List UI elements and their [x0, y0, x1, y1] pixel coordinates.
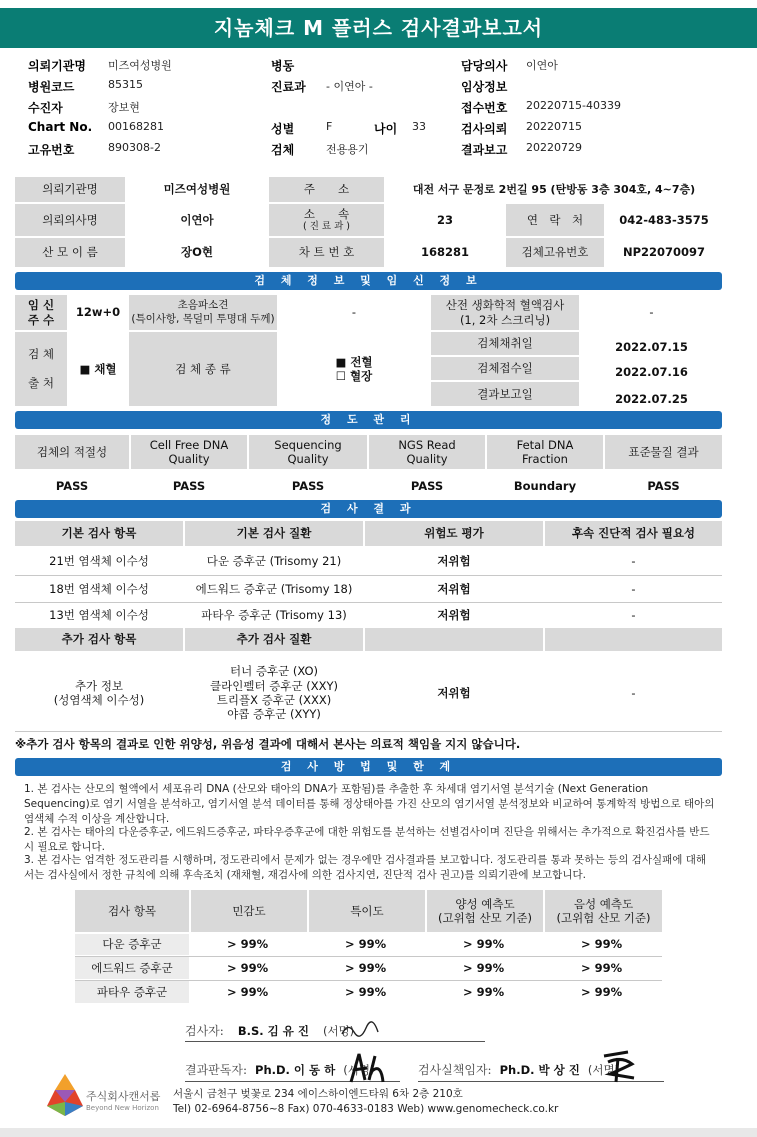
screen-value: - [649, 305, 654, 320]
section-method: 검 사 방 법 및 한 계 [15, 758, 722, 776]
result-risk: 저위험 [437, 581, 471, 596]
result-risk: 저위험 [437, 607, 471, 622]
contact-value: 042-483-3575 [619, 212, 709, 227]
mother-label: 산 모 이 름 [15, 238, 125, 267]
report-label: 결과보고일 [431, 382, 579, 406]
method-note-3: 3. 본 검사는 엄격한 정도관리를 시행하며, 정도관리에서 문제가 없는 경우에만 검사결과를 보고합니다. 정도관리를 통과 못하는 등의 검사실패에 대해서는 검사실에서 정한 규칙에 의해 후속조치 (재채혈, 재검사에 의한 검사지연, 진단적 검사 권고)를 의뢰기관에 보고합니다. [24, 854, 707, 882]
method-note-1: 1. 본 검사는 산모의 혈액에서 세포유리 DNA (산모와 태아의 DNA가 포함됨)를 추출한 후 차세대 염기서열 분석기술 (Next Generation Sequencing)로 염기 서열을 분석하고, 염기서열 분석 데이터를 통해 정상태아를 가진 산모의 염기서열 분석정보와 비교하여 통계학적 방법으로 태아의 염색체 수적 이상을 계산합니다. [24, 783, 715, 826]
us-value: - [351, 305, 357, 320]
company-tagline: Beyond New Horizon [86, 1104, 159, 1112]
director-seal: (서명) [587, 1062, 620, 1077]
qc-header: Cell Free DNA Quality [131, 435, 247, 469]
qc-value: PASS [55, 478, 89, 493]
dept-label-cell [269, 204, 384, 236]
results-disclaimer: ※추가 검사 항목의 결과로 인한 위양성, 위음성 결과에 대해서 본사는 의료적 책임을 지지 않습니다. [15, 737, 521, 751]
qc-header: 표준물질 결과 [605, 435, 722, 469]
mother-value: 장O현 [181, 245, 213, 260]
header-label: 임상정보 [461, 80, 508, 94]
dept-label: 진료과 [271, 80, 306, 94]
perf-cell: > 99% [463, 984, 505, 999]
result-disease: 다운 증후군 (Trisomy 21) [206, 553, 342, 568]
add-header: 추가 검사 질환 [185, 628, 363, 651]
collect-label: 검체채취일 [431, 332, 579, 355]
header-label: 담당의사 [461, 59, 508, 73]
results-header: 기본 검사 항목 [15, 521, 183, 546]
results-header: 위험도 평가 [365, 521, 543, 546]
section-results: 검 사 결 과 [15, 500, 722, 518]
tester-label: 검사자: [185, 1024, 224, 1038]
result-item: 13번 염색체 이수성 [49, 607, 149, 622]
perf-row-label: 에드워드 증후군 [75, 957, 189, 979]
header-value: 미즈여성병원 [108, 59, 172, 72]
perf-cell: > 99% [227, 984, 269, 999]
us-label: 초음파소견 (특이사항, 목덜미 투명대 두께) [129, 295, 277, 330]
company-logo-icon [45, 1072, 85, 1118]
header-value: 85315 [108, 78, 143, 91]
result-need: - [631, 607, 636, 622]
company-address: 서울시 금천구 벚꽃로 234 에이스하이엔드타워 6차 2층 210호 [173, 1088, 463, 1100]
type-options [279, 332, 429, 406]
company-logo-text [86, 1088, 166, 1112]
perf-cell: > 99% [463, 937, 505, 952]
addr-label: 주 소 [269, 177, 384, 202]
header-value: 890308-2 [108, 141, 161, 154]
perf-header: 민감도 [191, 890, 307, 932]
footer-bar [0, 1128, 757, 1137]
weeks-label: 임 신 주 수 [15, 295, 67, 330]
perf-cell: > 99% [345, 984, 387, 999]
perf-cell: > 99% [227, 960, 269, 975]
type-plasma: ☐ 혈장 [335, 369, 373, 383]
source-value: ■ 채혈 [79, 361, 117, 376]
age-value: 33 [412, 120, 426, 133]
screen-label: 산전 생화학적 혈액검사 (1, 2차 스크리닝) [431, 295, 579, 330]
perf-cell: > 99% [581, 937, 623, 952]
reviewer-seal: (서명) [343, 1062, 375, 1077]
results-header: 후속 진단적 검사 필요성 [545, 521, 722, 546]
tester-name: B.S. 김 유 진 [237, 1023, 309, 1038]
qc-value: PASS [172, 478, 206, 493]
dept-value: 23 [436, 212, 453, 227]
age-label: 나이 [374, 122, 398, 136]
header-value: 20220729 [526, 141, 582, 154]
header-col1 [28, 57, 248, 162]
header-col2 [271, 57, 451, 162]
header-label: 접수번호 [461, 101, 508, 115]
perf-row-label: 다운 증후군 [75, 934, 189, 955]
results-header: 기본 검사 질환 [185, 521, 363, 546]
qc-header: NGS Read Quality [369, 435, 485, 469]
perf-cell: > 99% [581, 984, 623, 999]
specimen-id-label: 검체고유번호 [506, 238, 604, 267]
company-logo [45, 1072, 85, 1118]
type-whole-blood: ■ 전혈 [335, 354, 373, 369]
add-item: 추가 정보 (성염색체 이수성) [53, 678, 145, 707]
weeks-value: 12w+0 [75, 305, 121, 320]
sex-label: 성별 [271, 122, 295, 136]
result-need: - [631, 581, 636, 596]
report-title: 지놈체크 M 플러스 검사결과보고서 [0, 8, 757, 48]
qc-header: Fetal DNA Fraction [487, 435, 603, 469]
result-item: 18번 염색체 이수성 [49, 581, 149, 596]
add-header-blank [365, 628, 543, 651]
qc-value: PASS [291, 478, 325, 493]
report-value: 2022.07.25 [615, 391, 688, 406]
tester-seal: (서명) [322, 1023, 355, 1038]
result-item: 21번 염색체 이수성 [49, 553, 149, 568]
collect-value: 2022.07.15 [615, 340, 688, 355]
reviewer-signature-mark-icon [347, 1050, 391, 1086]
result-disease: 파타우 증후군 (Trisomy 13) [201, 607, 347, 622]
specimen-value: 전용용기 [326, 143, 369, 156]
add-header: 추가 검사 항목 [15, 628, 183, 651]
method-note-2: 2. 본 검사는 태아의 다운증후군, 에드워드증후군, 파타우증후군에 대한 위험도를 분석하는 선별검사이며 진단을 위해서는 추가적으로 확진검사를 반드시 필요로 합니다. [24, 826, 710, 854]
addr-value: 대전 서구 문정로 2번길 95 (탄방동 3층 304호, 4~7층) [412, 182, 696, 196]
header-value: 장보현 [108, 101, 140, 114]
inst-label: 의뢰기관명 [15, 177, 125, 202]
ward-label: 병동 [271, 59, 295, 73]
result-need: - [631, 553, 636, 568]
reviewer-signature [185, 1058, 400, 1082]
director-signature [418, 1058, 664, 1082]
header-label: 의뢰기관명 [28, 59, 86, 73]
chart-label: 차 트 번 호 [269, 238, 384, 267]
header-col3 [461, 57, 721, 162]
perf-cell: > 99% [345, 937, 387, 952]
source-label: 검 체 출 처 [15, 332, 67, 406]
receive-label: 검체접수일 [431, 357, 579, 380]
reviewer-name: Ph.D. 이 동 하 [255, 1062, 336, 1077]
company-contact: Tel) 02-6964-8756~8 Fax) 070-4633-0183 Web) www.genomecheck.co.kr [173, 1103, 559, 1115]
qc-value: Boundary [513, 478, 577, 493]
perf-cell: > 99% [227, 937, 269, 952]
perf-header: 양성 예측도 (고위험 산모 기준) [427, 890, 543, 932]
header-value: 00168281 [108, 120, 164, 133]
header-value: 20220715 [526, 120, 582, 133]
dept-label: 소 속 [303, 206, 350, 221]
company-name: 주식회사캔서롭 [86, 1090, 161, 1103]
sex-value: F [326, 120, 333, 133]
inst-value: 미즈여성병원 [163, 182, 231, 197]
add-risk: 저위험 [437, 685, 471, 700]
result-disease: 에드워드 증후군 (Trisomy 18) [195, 581, 353, 596]
qc-header: Sequencing Quality [249, 435, 367, 469]
dept-value: - 이연아 - [326, 80, 373, 93]
perf-header: 음성 예측도 (고위험 산모 기준) [545, 890, 662, 932]
director-signature-mark-icon [598, 1048, 642, 1084]
tester-signature [185, 1020, 485, 1042]
header-label: Chart No. [28, 120, 93, 134]
section-qc: 정 도 관 리 [15, 411, 722, 429]
director-name: Ph.D. 박 상 진 [499, 1062, 580, 1077]
chart-value: 168281 [420, 245, 469, 260]
perf-header: 검사 항목 [75, 890, 189, 932]
tester-signature-mark-icon [340, 1020, 380, 1040]
header-label: 검사의뢰 [461, 122, 508, 136]
header-label: 수진자 [28, 101, 63, 115]
qc-value: PASS [647, 478, 680, 493]
perf-cell: > 99% [463, 960, 505, 975]
specimen-id-value: NP22070097 [622, 245, 706, 260]
doctor-value: 이연아 [180, 212, 214, 227]
header-label: 고유번호 [28, 143, 75, 157]
type-label: 검 체 종 류 [129, 332, 277, 406]
add-header-blank [545, 628, 722, 651]
director-label: 검사실책임자: [418, 1063, 492, 1077]
receive-value: 2022.07.16 [615, 365, 688, 380]
qc-value: PASS [410, 478, 444, 493]
header-value: 이연아 [526, 59, 558, 72]
add-diseases: 터너 증후군 (XO) 클라인펠터 증후군 (XXY) 트리플X 증후군 (XXX) 야콥 증후군 (XYY) [210, 664, 338, 722]
specimen-label: 검체 [271, 143, 295, 157]
header-label: 병원코드 [28, 80, 75, 94]
header-label: 결과보고 [461, 143, 508, 157]
dept-sub: ( 진 료 과 ) [302, 221, 351, 233]
add-need: - [631, 685, 636, 700]
contact-label: 연 락 처 [506, 204, 604, 236]
perf-row-label: 파타우 증후군 [75, 981, 189, 1003]
perf-cell: > 99% [581, 960, 623, 975]
perf-cell: > 99% [345, 960, 387, 975]
qc-header: 검체의 적절성 [15, 435, 129, 469]
result-risk: 저위험 [437, 553, 471, 568]
doctor-label: 의뢰의사명 [15, 204, 125, 236]
header-value: 20220715-40339 [526, 99, 621, 112]
section-specimen: 검 체 정 보 및 임 신 정 보 [15, 272, 722, 290]
reviewer-label: 결과판독자: [185, 1063, 248, 1077]
perf-header: 특이도 [309, 890, 425, 932]
